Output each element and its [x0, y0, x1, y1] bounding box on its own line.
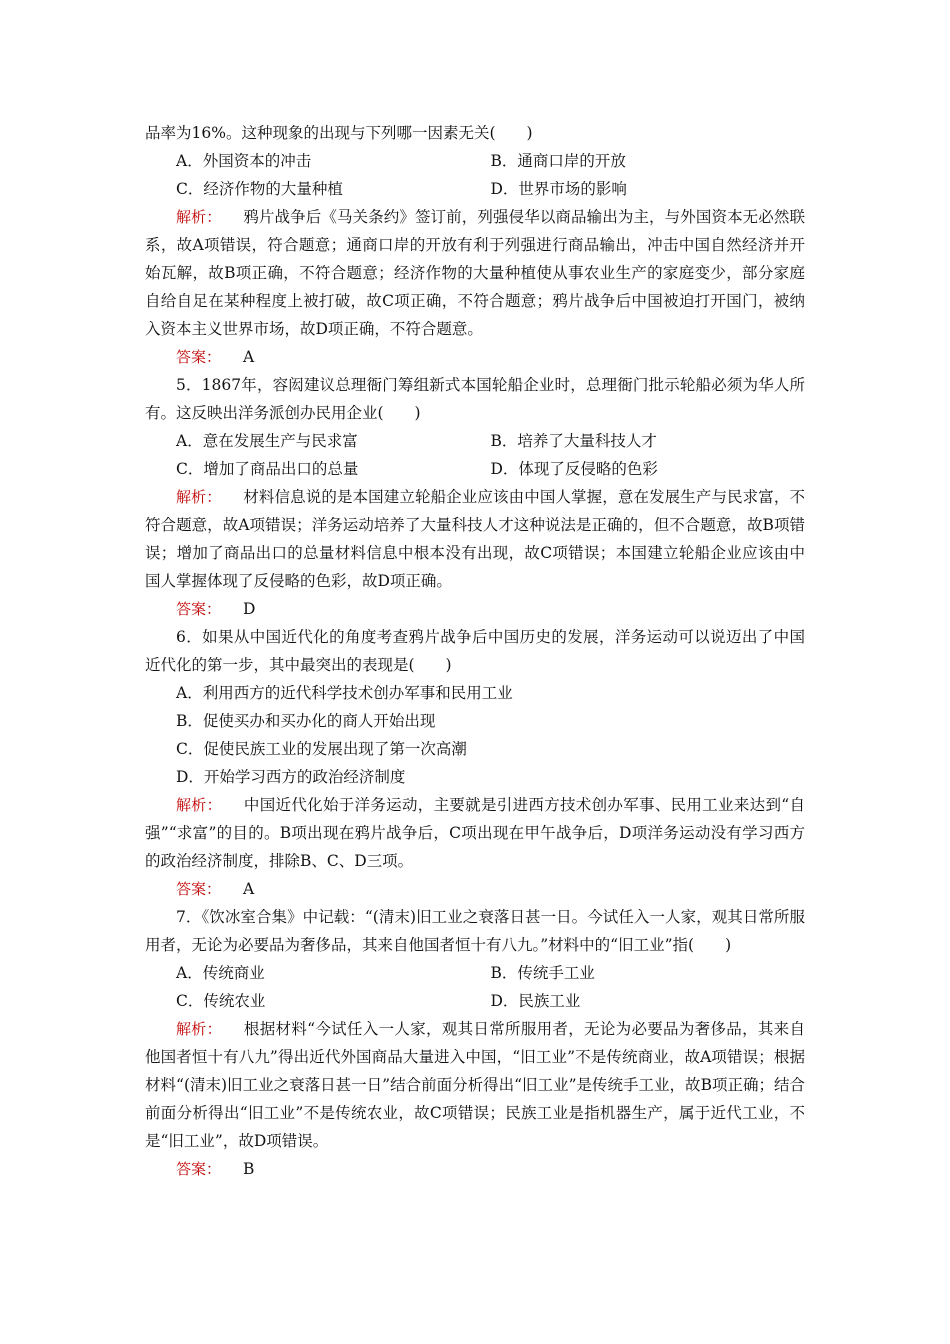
question-7-option-d: D．民族工业	[490, 992, 581, 1010]
question-4-answer	[145, 343, 805, 371]
question-5-options-row-1	[145, 427, 805, 455]
question-4-option-b: B．通商口岸的开放	[490, 152, 626, 170]
question-7-option-c: C．传统农业	[176, 992, 266, 1010]
question-5-stem: 5．1867年，容闳建议总理衙门筹组新式本国轮船企业时，总理衙门批示轮船必须为华人所有。这反映出洋务派创办民用企业( )	[145, 376, 805, 422]
question-4-option-c: C．经济作物的大量种植	[176, 180, 343, 198]
question-5-analysis	[145, 483, 805, 595]
question-4-option-a: A．外国资本的冲击	[176, 152, 312, 170]
question-7-options-row-1	[145, 959, 805, 987]
question-6-option-d: D．开始学习西方的政治经济制度	[176, 768, 406, 786]
analysis-label: 解析：	[176, 488, 222, 506]
question-6	[145, 623, 805, 903]
question-4-answer-value: A	[243, 348, 255, 366]
answer-label: 答案：	[176, 600, 222, 618]
question-5	[145, 371, 805, 623]
question-7-options-row-2	[145, 987, 805, 1015]
question-4-analysis	[145, 203, 805, 343]
question-4-analysis-text: 鸦片战争后《马关条约》签订前，列强侵华以商品输出为主，与外国资本无必然联系，故A项错误，符合题意；通商口岸的开放有利于列强进行商品输出，冲击中国自然经济并开始瓦解，故B项正确，不符合题意；经济作物的大量种植使从事农业生产的家庭变少，部分家庭自给自足在某种程度上被打破，故C项正确，不符合题意；鸦片战争后中国被迫打开国门，被纳入资本主义世界市场，故D项正确，不符合题意。	[145, 208, 805, 338]
question-5-option-c: C．增加了商品出口的总量	[176, 460, 359, 478]
question-6-stem: 6．如果从中国近代化的角度考查鸦片战争后中国历史的发展，洋务运动可以说迈出了中国近代化的第一步，其中最突出的表现是( )	[145, 628, 805, 674]
question-5-answer-value: D	[243, 600, 256, 618]
question-5-option-d: D．体现了反侵略的色彩	[490, 460, 658, 478]
question-6-option-a: A．利用西方的近代科学技术创办军事和民用工业	[176, 684, 513, 702]
question-5-options-row-2	[145, 455, 805, 483]
question-4	[145, 119, 805, 371]
answer-label: 答案：	[176, 1160, 222, 1178]
question-5-answer	[145, 595, 805, 623]
question-6-answer-value: A	[243, 880, 255, 898]
document-content	[145, 119, 805, 1183]
question-4-options-row-1	[145, 147, 805, 175]
question-6-answer	[145, 875, 805, 903]
question-7-analysis	[145, 1015, 805, 1155]
question-5-option-a: A．意在发展生产与民求富	[176, 432, 358, 450]
question-4-stem: 品率为16%。这种现象的出现与下列哪一因素无关( )	[145, 124, 533, 142]
answer-label: 答案：	[176, 348, 222, 366]
question-7-answer-value: B	[243, 1160, 255, 1178]
answer-label: 答案：	[176, 880, 222, 898]
analysis-label: 解析：	[176, 796, 222, 814]
question-4-option-d: D．世界市场的影响	[490, 180, 627, 198]
question-7-analysis-text: 根据材料“今试任入一人家，观其日常所服用者，无论为必要品为奢侈品，其来自他国者恒十有八九”得出近代外国商品大量进入中国，“旧工业”不是传统商业，故A项错误；根据材料“(清末)旧工业之衰落日甚一日”结合前面分析得出“旧工业”是传统手工业，故B项正确；结合前面分析得出“旧工业”不是传统农业，故C项错误；民族工业是指机器生产，属于近代工业，不是“旧工业”，故D项错误。	[145, 1020, 805, 1150]
question-5-option-b: B．培养了大量科技人才	[490, 432, 657, 450]
question-7-answer	[145, 1155, 805, 1183]
question-6-analysis	[145, 791, 805, 875]
analysis-label: 解析：	[176, 208, 222, 226]
question-6-analysis-text: 中国近代化始于洋务运动，主要就是引进西方技术创办军事、民用工业来达到“自强”“求富”的目的。B项出现在鸦片战争后，C项出现在甲午战争后，D项洋务运动没有学习西方的政治经济制度，排除B、C、D三项。	[145, 796, 805, 870]
analysis-label: 解析：	[176, 1020, 222, 1038]
question-7-option-a: A．传统商业	[176, 964, 265, 982]
question-6-option-b: B．促使买办和买办化的商人开始出现	[176, 712, 436, 730]
question-6-option-c: C．促使民族工业的发展出现了第一次高潮	[176, 740, 467, 758]
question-7-option-b: B．传统手工业	[490, 964, 595, 982]
question-5-analysis-text: 材料信息说的是本国建立轮船企业应该由中国人掌握，意在发展生产与民求富，不符合题意，故A项错误；洋务运动培养了大量科技人才这种说法是正确的，但不合题意，故B项错误；增加了商品出口的总量材料信息中根本没有出现，故C项错误；本国建立轮船企业应该由中国人掌握体现了反侵略的色彩，故D项正确。	[145, 488, 805, 590]
question-7-stem: 7．《饮冰室合集》中记载：“(清末)旧工业之衰落日甚一日。今试任入一人家，观其日常所服用者，无论为必要品为奢侈品，其来自他国者恒十有八九。”材料中的“旧工业”指( )	[145, 908, 805, 954]
question-7	[145, 903, 805, 1183]
question-4-options-row-2	[145, 175, 805, 203]
